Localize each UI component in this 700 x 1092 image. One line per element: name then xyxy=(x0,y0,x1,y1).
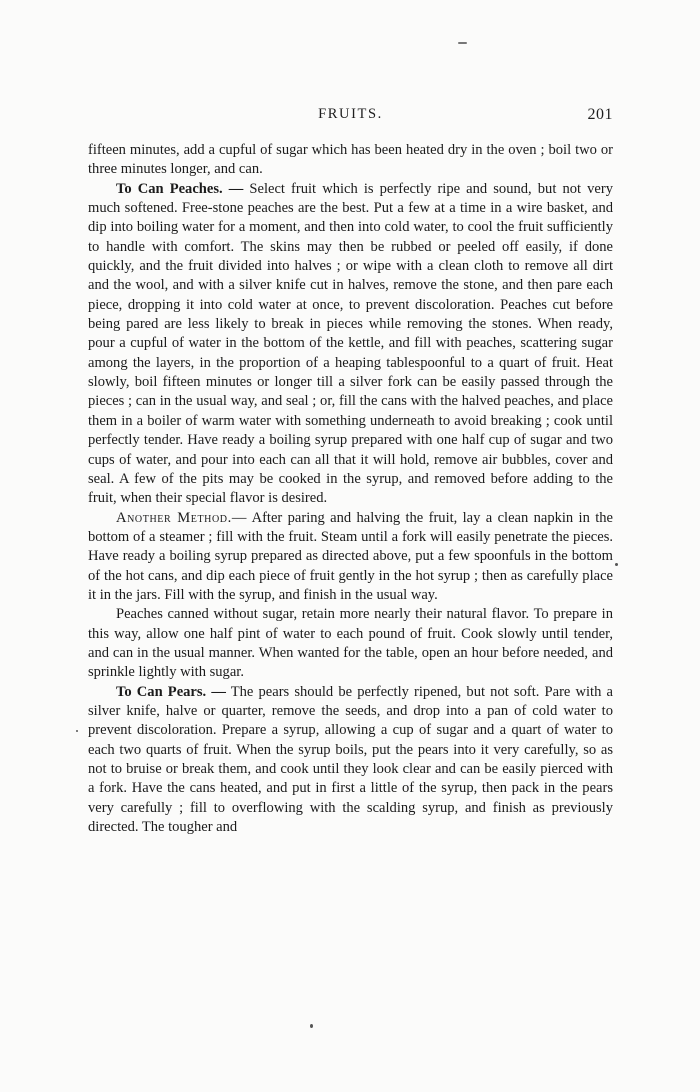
body-text xyxy=(88,141,613,837)
paragraph-body: After paring and halving the fruit, lay a clean napkin in the bottom of a steamer ; fill with the fruit. Steam until a fork will easily penetrate the pieces. Have ready a boiling syrup prepared as directed above, put a few spoonfuls in the bottom of the hot cans, and dip each piece of fruit gently in the hot syrup ; then as carefully place it in the jars. Fill with the syrup, and finish in the usual way. xyxy=(88,509,614,603)
section-to-can-peaches xyxy=(88,180,613,509)
ink-speck-top xyxy=(458,42,467,44)
section-heading: Another Method.— xyxy=(116,509,248,526)
paragraph-without-sugar xyxy=(88,605,613,682)
page-number: 201 xyxy=(587,106,613,123)
ink-speck-left xyxy=(76,730,78,732)
paragraph-continuation xyxy=(88,141,613,180)
paragraph-body: fifteen minutes, add a cupful of sugar which has been heated dry in the oven ; boil two or three minutes longer, and can. xyxy=(88,142,613,178)
paragraph-body: Select fruit which is perfectly ripe and sound, but not very much softened. Free-stone peaches are the best. Put a few at a time in a wire basket, and dip into boiling water for a moment, and then into cold water, to cool the fruit sufficiently to handle with comfort. The skins may then be rubbed or peeled off easily, if done quickly, and the fruit divided into halves ; or wipe with a clean cloth to remove all dirt and the wool, and with a silver knife cut in halves, remove the stone, and then pare each piece, dropping it into cold water at once, to prevent discoloration. Peaches cut before being pared are less likely to break in pieces while removing the stones. When ready, pour a cupful of water in the bottom of the kettle, and fill with peaches, scattering sugar among the layers, in the proportion of a heaping tablespoonful to a quart of fruit. Heat slowly, boil fifteen minutes or longer till a silver fork can be easily passed through the pieces ; can in the usual way, and seal ; or, fill the cans with the halved peaches, and place them in a boiler of warm water with something underneath to avoid breaking ; cook until perfectly tender. Have ready a boiling syrup prepared with one half cup of sugar and two cups of water, and pour into each can all that it will hold, remove air bubbles, cover and seal. A few of the pits may be cooked in the syrup, and removed before adding to the fruit, when their special flavor is desired. xyxy=(88,180,613,507)
section-another-method xyxy=(88,509,613,606)
section-heading: To Can Peaches. — xyxy=(116,180,244,197)
section-to-can-pears xyxy=(88,683,613,838)
ink-speck-margin xyxy=(615,563,618,566)
running-title: FRUITS. xyxy=(318,106,383,122)
section-heading: To Can Pears. — xyxy=(116,683,226,700)
paragraph-body: Peaches canned without sugar, retain more nearly their natural flavor. To prepare in this way, allow one half pint of water to each pound of fruit. Cook slowly until tender, and can in the usual manner. When wanted for the table, open an hour before needed, and sprinkle lightly with sugar. xyxy=(88,606,613,681)
running-head xyxy=(88,106,613,126)
ink-speck-bottom xyxy=(310,1024,313,1028)
paragraph-body: The pears should be perfectly ripened, but not soft. Pare with a silver knife, halve or quarter, remove the seeds, and drop into a pan of cold water to prevent discoloration. Prepare a syrup, allowing a cup of sugar and a quart of water to each two quarts of fruit. When the syrup boils, put the pears into it very carefully, so as not to bruise or break them, and cook until they look clear and can be easily pierced with a fork. Have the cans heated, and put in first a little of the syrup, then pack in the pears very carefully ; fill to overflowing with the scalding syrup, and finish as previously directed. The tougher and xyxy=(88,683,613,836)
